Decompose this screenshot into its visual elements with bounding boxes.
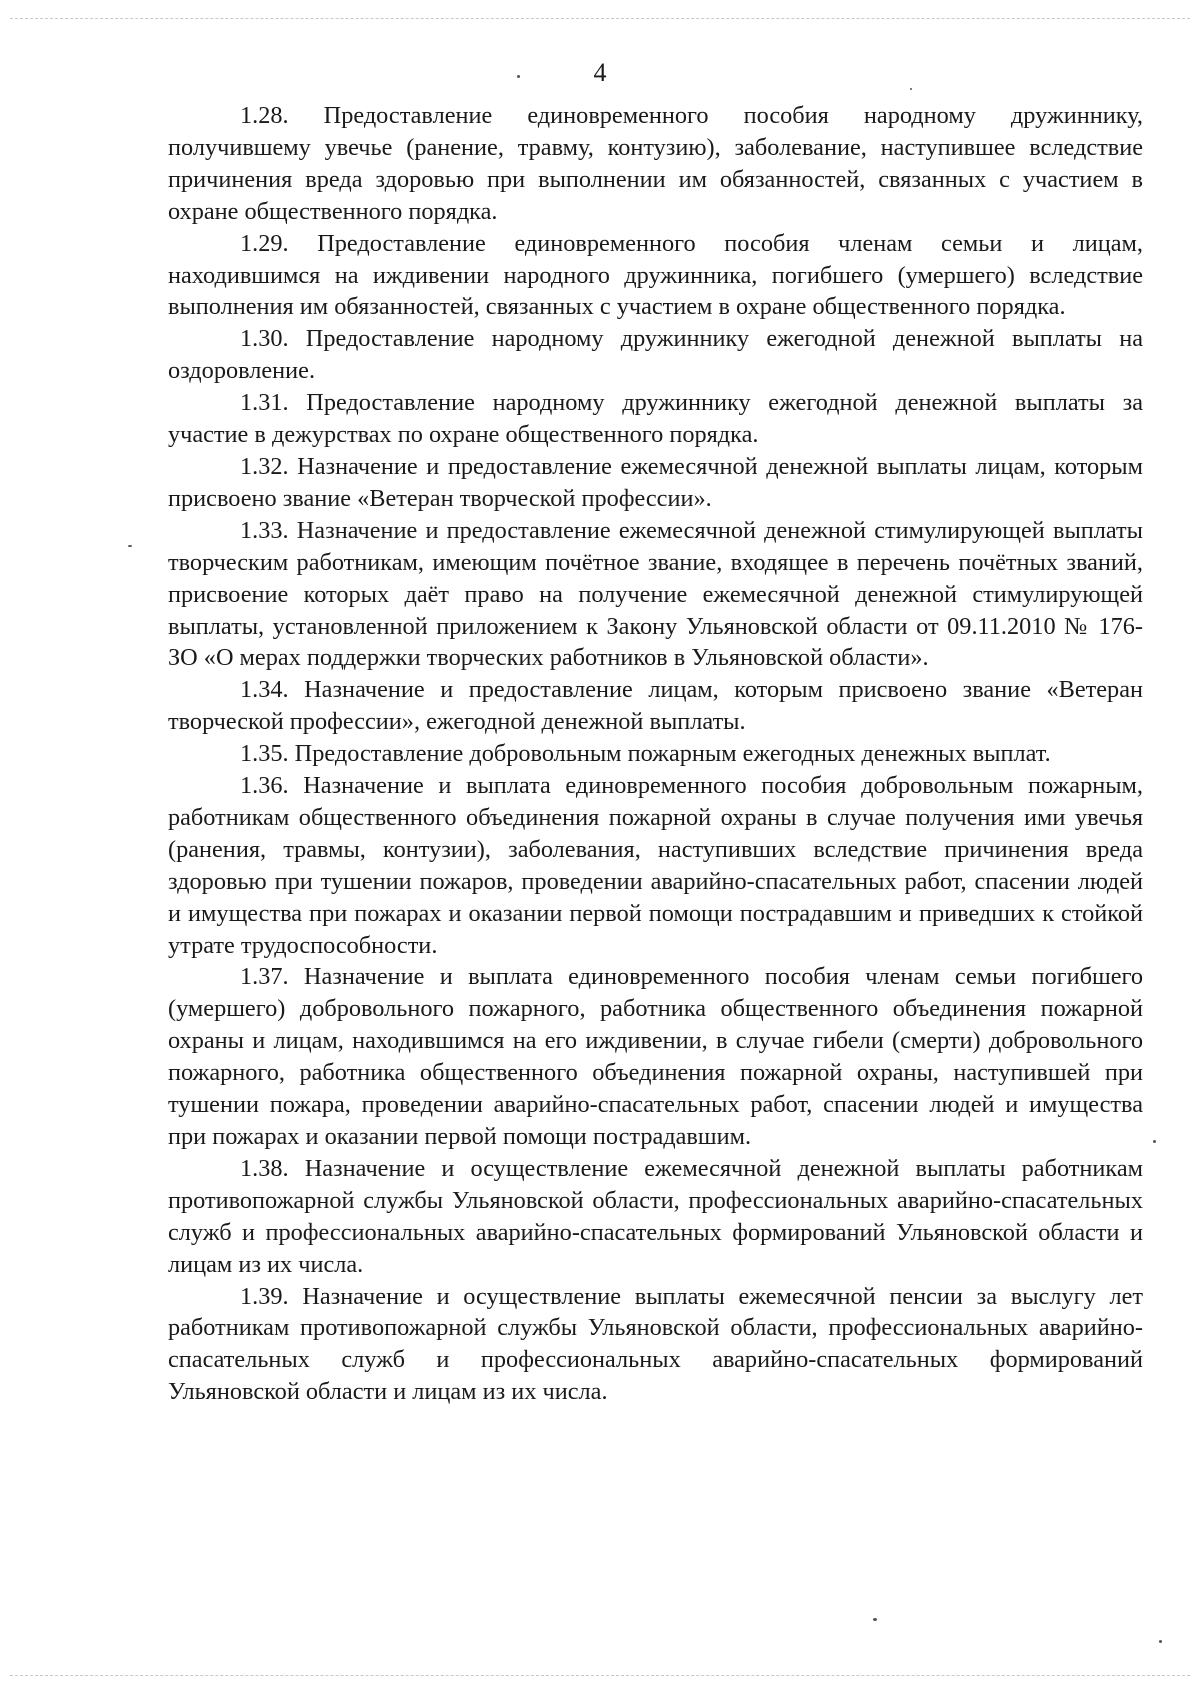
paragraph-1-28: 1.28. Предоставление единовременного пособия народному дружиннику, получившему увечье (ранение, травму, контузию), заболевание, наступившее вследствие причинения вреда здоровью при выполнении им обязанностей, связанных с участием в охране общественного порядка. [168,102,1143,225]
paragraph-1-39: 1.39. Назначение и осуществление выплаты ежемесячной пенсии за выслугу лет работникам противопожарной службы Ульяновской области, профессиональных аварийно-спасательных служб и профессиональных аварийно-спасательных формирований Ульяновской области и лицам из их числа. [168,1282,1143,1406]
paragraph-1-36: 1.36. Назначение и выплата единовременного пособия добровольным пожарным, работникам общественного объединения пожарной охраны в случае получения ими увечья (ранения, травмы, контузии), заболевания, наступивших вследствие причинения вреда здоровью при тушении пожаров, проведении аварийно-спасательных работ, спасении людей и имущества при пожарах и оказании первой помощи пострадавшим и приведших к стойкой утрате трудоспособности. [168,772,1143,959]
scan-speck [128,545,132,547]
paragraph-1-37: 1.37. Назначение и выплата единовременного пособия членам семьи погибшего (умершего) добровольного пожарного, работника общественного объединения пожарной охраны и лицам, находившимся на его иждивении, в случае гибели (смерти) добровольного пожарного, работника общественного объединения пожарной охраны, наступившей при тушении пожара, проведении аварийно-спасательных работ, спасении людей и имущества при пожарах и оказании первой помощи пострадавшим. [168,963,1143,1150]
paragraph-1-38: 1.38. Назначение и осуществление ежемесячной денежной выплаты работникам противопожарной службы Ульяновской области, профессиональных аварийно-спасательных служб и профессиональных аварийно-спасательных формирований Ульяновской области и лицам из их числа. [168,1154,1143,1278]
scan-speck [1153,1140,1156,1143]
paragraph-1-34: 1.34. Назначение и предоставление лицам, которым присвоено звание «Ветеран творческой профессии», ежегодной денежной выплаты. [168,676,1143,736]
scan-speck [517,75,520,78]
paragraph-1-29: 1.29. Предоставление единовременного пособия членам семьи и лицам, находившимся на иждивении народного дружинника, погибшего (умершего) вследствие выполнения им обязанностей, связанных с участием в охране общественного порядка. [168,229,1143,321]
paragraph-1-30: 1.30. Предоставление народному дружиннику ежегодной денежной выплаты на оздоровление. [168,325,1143,385]
scan-bottom-edge [10,1675,1190,1676]
scan-speck [910,88,912,90]
paragraph-1-33: 1.33. Назначение и предоставление ежемесячной денежной стимулирующей выплаты творческим работникам, имеющим почётное звание, входящее в перечень почётных званий, присвоение которых даёт право на получение ежемесячной денежной стимулирующей выплаты, установленной приложением к Закону Ульяновской области от 09.11.2010 № 176-ЗО «О мерах поддержки творческих работников в Ульяновской области». [168,516,1143,672]
scan-top-edge [10,18,1190,19]
paragraph-1-31: 1.31. Предоставление народному дружиннику ежегодной денежной выплаты за участие в дежурствах по охране общественного порядка. [168,389,1143,449]
page-number: 4 [593,58,607,87]
scan-speck [1159,1640,1162,1643]
scan-speck [873,1618,877,1621]
paragraph-1-32: 1.32. Назначение и предоставление ежемесячной денежной выплаты лицам, которым присвоено звание «Ветеран творческой профессии». [168,452,1143,512]
document-body [168,100,1143,1408]
paragraph-1-35: 1.35. Предоставление добровольным пожарным ежегодных денежных выплат. [240,740,1051,768]
